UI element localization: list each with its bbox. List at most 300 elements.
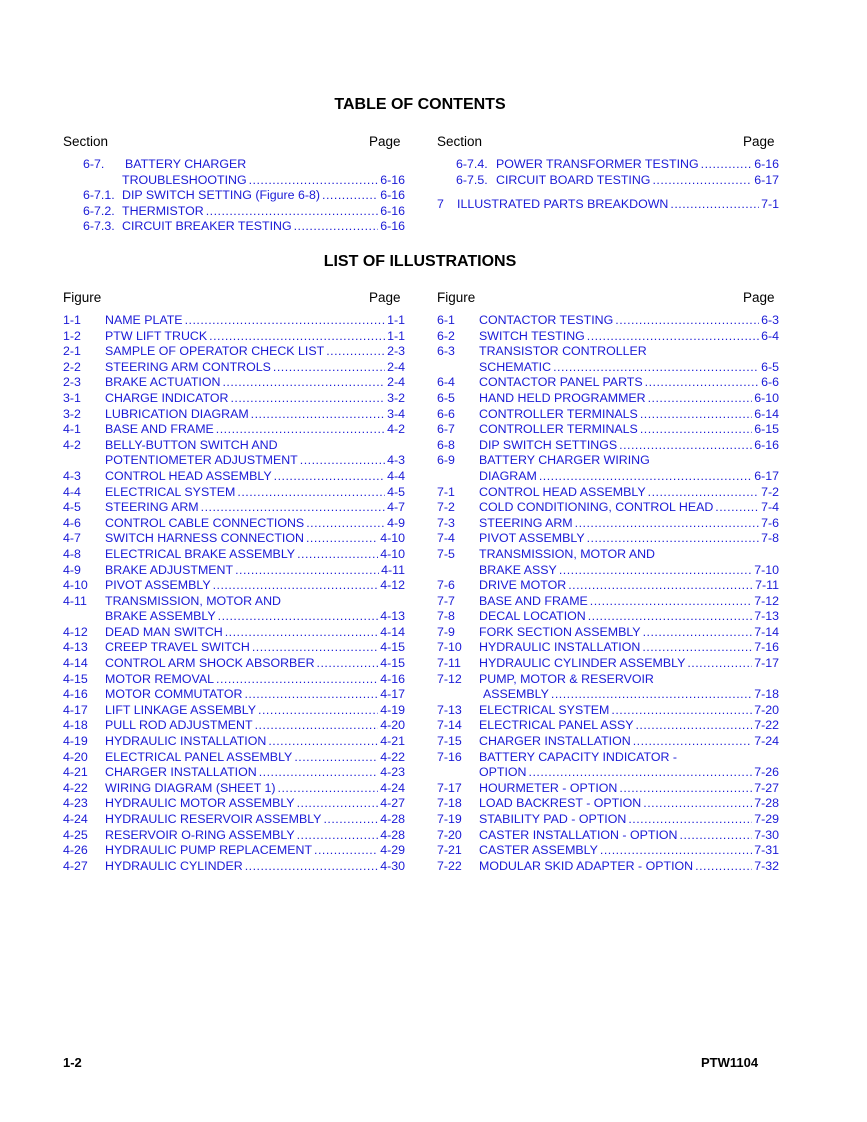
- entry-row[interactable]: [437, 750, 779, 766]
- entry-number[interactable]: 4-24: [63, 812, 88, 826]
- entry-number[interactable]: 6-3: [437, 344, 455, 359]
- entry-row[interactable]: [437, 157, 779, 173]
- entry-number[interactable]: 3-2: [63, 406, 81, 421]
- entry-page[interactable]: 4-21: [380, 734, 405, 749]
- entry-page[interactable]: 7-29: [754, 812, 779, 826]
- entry-title[interactable]: CONTROL HEAD ASSEMBLY: [479, 484, 646, 499]
- entry-number[interactable]: 7-5: [437, 546, 455, 561]
- entry-page[interactable]: 7-17: [754, 656, 779, 671]
- entry-row[interactable]: [63, 188, 405, 204]
- entry-row[interactable]: [63, 781, 405, 797]
- entry-row[interactable]: [437, 828, 779, 844]
- entry-row[interactable]: [63, 734, 405, 750]
- entry-page[interactable]: 7-24: [754, 734, 779, 749]
- entry-title[interactable]: BRAKE ASSY: [479, 562, 557, 577]
- entry-title[interactable]: HAND HELD PROGRAMMER: [479, 390, 646, 405]
- entry-title[interactable]: DRIVE MOTOR: [479, 578, 567, 593]
- entry-row[interactable]: [437, 391, 779, 407]
- entry-title[interactable]: SAMPLE OF OPERATOR CHECK LIST: [105, 344, 325, 359]
- entry-row[interactable]: [63, 547, 405, 563]
- entry-page[interactable]: 4-13: [380, 609, 405, 624]
- entry-number[interactable]: 7-20: [437, 827, 462, 842]
- entry-row[interactable]: [63, 672, 405, 688]
- entry-row[interactable]: [63, 407, 405, 423]
- entry-page[interactable]: 2-4: [387, 375, 405, 390]
- entry-page[interactable]: 4-9: [387, 515, 405, 530]
- entry-row[interactable]: [63, 422, 405, 438]
- entry-row[interactable]: [63, 656, 405, 672]
- entry-page[interactable]: 7-26: [754, 765, 779, 780]
- entry-title[interactable]: PUMP, MOTOR & RESERVOIR: [479, 671, 654, 686]
- entry-number[interactable]: 7-2: [437, 500, 455, 515]
- entry-page[interactable]: 7-28: [754, 796, 779, 811]
- entry-number[interactable]: 4-3: [63, 468, 81, 483]
- entry-number[interactable]: 1-2: [63, 328, 81, 343]
- entry-number[interactable]: 7-7: [437, 593, 455, 608]
- entry-title[interactable]: DIAGRAM: [479, 468, 537, 483]
- entry-row[interactable]: [63, 344, 405, 360]
- entry-title[interactable]: ASSEMBLY: [483, 687, 549, 702]
- entry-title[interactable]: STEERING ARM CONTROLS: [105, 359, 271, 374]
- entry-number[interactable]: 6-5: [437, 390, 455, 405]
- entry-row[interactable]: [437, 812, 779, 828]
- entry-number[interactable]: 4-15: [63, 671, 88, 686]
- entry-row[interactable]: [437, 453, 779, 469]
- entry-number[interactable]: 4-27: [63, 858, 88, 873]
- entry-page[interactable]: 7-10: [754, 562, 779, 577]
- entry-page[interactable]: 4-16: [380, 671, 405, 686]
- entry-title[interactable]: MODULAR SKID ADAPTER - OPTION: [479, 858, 694, 873]
- entry-title[interactable]: BATTERY CHARGER WIRING: [479, 453, 650, 468]
- entry-number[interactable]: 6-4: [437, 375, 455, 390]
- entry-page[interactable]: 4-3: [387, 453, 405, 468]
- entry-title[interactable]: ELECTRICAL BRAKE ASSEMBLY: [105, 546, 296, 561]
- entry-title[interactable]: CONTROL HEAD ASSEMBLY: [105, 468, 272, 483]
- entry-page[interactable]: 7-31: [754, 843, 779, 858]
- entry-row[interactable]: [63, 485, 405, 501]
- entry-row[interactable]: [63, 812, 405, 828]
- entry-title[interactable]: HYDRAULIC CYLINDER ASSEMBLY: [479, 656, 686, 671]
- entry-row[interactable]: [437, 485, 779, 501]
- entry-page[interactable]: 7-1: [761, 197, 779, 212]
- entry-row[interactable]: [63, 796, 405, 812]
- entry-page[interactable]: 7-16: [754, 640, 779, 655]
- entry-number[interactable]: 4-20: [63, 749, 88, 764]
- entry-title[interactable]: PIVOT ASSEMBLY: [105, 578, 211, 593]
- entry-title[interactable]: BASE AND FRAME: [105, 422, 214, 437]
- entry-title[interactable]: HYDRAULIC INSTALLATION: [105, 734, 267, 749]
- entry-title[interactable]: HYDRAULIC PUMP REPLACEMENT: [105, 843, 313, 858]
- entry-page[interactable]: 6-17: [754, 468, 779, 483]
- entry-page[interactable]: 4-23: [380, 765, 405, 780]
- entry-row[interactable]: [437, 516, 779, 532]
- entry-row[interactable]: [63, 718, 405, 734]
- entry-row[interactable]: [437, 344, 779, 360]
- entry-page[interactable]: 3-2: [387, 390, 405, 405]
- entry-number[interactable]: 7-10: [437, 640, 462, 655]
- entry-number[interactable]: 4-23: [63, 796, 88, 811]
- entry-page[interactable]: 7-18: [754, 687, 779, 702]
- entry-page[interactable]: 6-15: [754, 422, 779, 437]
- entry-title[interactable]: WIRING DIAGRAM (SHEET 1): [105, 780, 276, 795]
- entry-page[interactable]: 6-14: [754, 406, 779, 421]
- entry-page[interactable]: 4-5: [387, 484, 405, 499]
- entry-page[interactable]: 4-19: [380, 702, 405, 717]
- entry-title[interactable]: SCHEMATIC: [479, 359, 552, 374]
- entry-row[interactable]: [63, 703, 405, 719]
- entry-number[interactable]: 6-7.3.: [83, 219, 115, 234]
- entry-page[interactable]: 4-24: [380, 780, 405, 795]
- entry-number[interactable]: 7-4: [437, 531, 455, 546]
- entry-row[interactable]: [437, 625, 779, 641]
- entry-row[interactable]: [63, 625, 405, 641]
- entry-page[interactable]: 6-6: [761, 375, 779, 390]
- entry-number[interactable]: 4-1: [63, 422, 81, 437]
- entry-title[interactable]: TRANSISTOR CONTROLLER: [479, 344, 647, 359]
- entry-number[interactable]: 7-16: [437, 749, 462, 764]
- entry-row[interactable]: [63, 219, 405, 235]
- entry-page[interactable]: 6-16: [380, 203, 405, 218]
- entry-page[interactable]: 6-16: [754, 437, 779, 452]
- entry-number[interactable]: 6-7.: [83, 157, 105, 171]
- entry-row[interactable]: [63, 750, 405, 766]
- entry-title[interactable]: STEERING ARM: [105, 500, 199, 515]
- entry-row[interactable]: [63, 313, 405, 329]
- entry-row[interactable]: [437, 859, 779, 875]
- entry-page[interactable]: 6-3: [761, 313, 779, 327]
- entry-page[interactable]: 6-16: [380, 172, 405, 187]
- entry-title[interactable]: CONTROL ARM SHOCK ABSORBER: [105, 656, 315, 671]
- entry-page[interactable]: 4-17: [380, 687, 405, 702]
- entry-row[interactable]: [63, 859, 405, 875]
- entry-row[interactable]: [437, 656, 779, 672]
- entry-number[interactable]: 4-26: [63, 843, 88, 858]
- entry-page[interactable]: 6-5: [761, 359, 779, 374]
- entry-row[interactable]: [437, 718, 779, 734]
- entry-title[interactable]: NAME PLATE: [105, 313, 183, 327]
- entry-row[interactable]: [63, 687, 405, 703]
- entry-number[interactable]: 4-13: [63, 640, 88, 655]
- entry-number[interactable]: 7-13: [437, 702, 462, 717]
- entry-row[interactable]: [437, 578, 779, 594]
- entry-row[interactable]: [437, 843, 779, 859]
- entry-title[interactable]: BRAKE ASSEMBLY: [105, 609, 216, 624]
- entry-number[interactable]: 4-18: [63, 718, 88, 733]
- entry-page[interactable]: 6-16: [754, 157, 779, 171]
- entry-number[interactable]: 3-1: [63, 390, 81, 405]
- entry-title[interactable]: ELECTRICAL SYSTEM: [479, 702, 610, 717]
- entry-page[interactable]: 4-4: [387, 468, 405, 483]
- entry-page[interactable]: 7-13: [754, 609, 779, 624]
- entry-page[interactable]: 7-4: [761, 500, 779, 515]
- entry-title[interactable]: PTW LIFT TRUCK: [105, 328, 208, 343]
- entry-title[interactable]: FORK SECTION ASSEMBLY: [479, 624, 641, 639]
- entry-row[interactable]: [437, 765, 779, 781]
- entry-page[interactable]: 7-20: [754, 702, 779, 717]
- entry-title[interactable]: ELECTRICAL PANEL ASSY: [479, 718, 634, 733]
- entry-page[interactable]: 4-7: [387, 500, 405, 515]
- entry-number[interactable]: 7-9: [437, 624, 455, 639]
- entry-number[interactable]: 2-1: [63, 344, 81, 359]
- entry-title[interactable]: HYDRAULIC INSTALLATION: [479, 640, 641, 655]
- entry-page[interactable]: 7-6: [761, 515, 779, 530]
- entry-number[interactable]: 7-15: [437, 734, 462, 749]
- entry-row[interactable]: [437, 197, 779, 213]
- entry-page[interactable]: 4-27: [380, 796, 405, 811]
- entry-number[interactable]: 7-14: [437, 718, 462, 733]
- entry-row[interactable]: [437, 687, 779, 703]
- entry-number[interactable]: 7-3: [437, 515, 455, 530]
- entry-page[interactable]: 7-14: [754, 624, 779, 639]
- entry-row[interactable]: [63, 500, 405, 516]
- entry-row[interactable]: [63, 375, 405, 391]
- entry-title[interactable]: CONTACTOR TESTING: [479, 313, 614, 327]
- entry-title[interactable]: DEAD MAN SWITCH: [105, 624, 223, 639]
- entry-row[interactable]: [63, 516, 405, 532]
- entry-title[interactable]: DIP SWITCH SETTING (Figure 6-8): [122, 188, 321, 203]
- entry-page[interactable]: 4-28: [380, 812, 405, 826]
- entry-title[interactable]: BRAKE ACTUATION: [105, 375, 221, 390]
- entry-row[interactable]: [437, 547, 779, 563]
- entry-title[interactable]: LIFT LINKAGE ASSEMBLY: [105, 702, 257, 717]
- entry-number[interactable]: 7-12: [437, 671, 462, 686]
- entry-title[interactable]: MOTOR COMMUTATOR: [105, 687, 243, 702]
- entry-page[interactable]: 7-11: [755, 578, 779, 593]
- entry-number[interactable]: 6-1: [437, 313, 455, 327]
- entry-row[interactable]: [63, 438, 405, 454]
- entry-page[interactable]: 6-4: [761, 328, 779, 343]
- entry-number[interactable]: 4-17: [63, 702, 88, 717]
- entry-page[interactable]: 1-1: [387, 328, 405, 343]
- entry-title[interactable]: CASTER INSTALLATION - OPTION: [479, 827, 678, 842]
- entry-title[interactable]: PULL ROD ADJUSTMENT: [105, 718, 253, 733]
- entry-page[interactable]: 2-4: [387, 359, 405, 374]
- entry-number[interactable]: 2-3: [63, 375, 81, 390]
- entry-number[interactable]: 4-22: [63, 780, 88, 795]
- entry-page[interactable]: 4-30: [380, 858, 405, 873]
- entry-title[interactable]: ELECTRICAL SYSTEM: [105, 484, 236, 499]
- entry-title[interactable]: ELECTRICAL PANEL ASSEMBLY: [105, 749, 293, 764]
- entry-title[interactable]: DIP SWITCH SETTINGS: [479, 437, 618, 452]
- entry-number[interactable]: 4-11: [63, 593, 87, 608]
- entry-title[interactable]: HYDRAULIC RESERVOIR ASSEMBLY: [105, 812, 322, 826]
- entry-number[interactable]: 7-18: [437, 796, 462, 811]
- entry-title[interactable]: THERMISTOR: [122, 203, 204, 218]
- entry-page[interactable]: 3-4: [387, 406, 405, 421]
- entry-row[interactable]: [63, 329, 405, 345]
- entry-page[interactable]: 6-10: [754, 390, 779, 405]
- entry-row[interactable]: [437, 329, 779, 345]
- entry-title[interactable]: STEERING ARM: [479, 515, 573, 530]
- entry-title[interactable]: SWITCH HARNESS CONNECTION: [105, 531, 304, 546]
- entry-title[interactable]: BATTERY CAPACITY INDICATOR -: [479, 749, 678, 764]
- entry-title[interactable]: CONTROLLER TERMINALS: [479, 406, 638, 421]
- entry-number[interactable]: 4-12: [63, 624, 88, 639]
- entry-page[interactable]: 4-11: [381, 562, 405, 577]
- entry-page[interactable]: 4-10: [380, 546, 405, 561]
- entry-row[interactable]: [63, 469, 405, 485]
- entry-number[interactable]: 4-10: [63, 578, 88, 593]
- entry-row[interactable]: [437, 407, 779, 423]
- entry-title[interactable]: MOTOR REMOVAL: [105, 671, 215, 686]
- entry-row[interactable]: [437, 703, 779, 719]
- entry-row[interactable]: [63, 843, 405, 859]
- entry-number[interactable]: 4-7: [63, 531, 81, 546]
- entry-page[interactable]: 4-15: [380, 656, 405, 671]
- entry-row[interactable]: [437, 313, 779, 329]
- entry-page[interactable]: 7-12: [754, 593, 779, 608]
- entry-row[interactable]: [437, 672, 779, 688]
- entry-title[interactable]: BASE AND FRAME: [479, 593, 588, 608]
- entry-page[interactable]: 4-10: [380, 531, 405, 546]
- entry-row[interactable]: [63, 391, 405, 407]
- entry-number[interactable]: 7-1: [437, 484, 455, 499]
- entry-row[interactable]: [437, 360, 779, 376]
- entry-number[interactable]: 6-6: [437, 406, 455, 421]
- entry-title[interactable]: HYDRAULIC MOTOR ASSEMBLY: [105, 796, 295, 811]
- entry-number[interactable]: 6-7.1.: [83, 188, 115, 203]
- entry-number[interactable]: 4-2: [63, 437, 81, 452]
- entry-row[interactable]: [63, 360, 405, 376]
- entry-number[interactable]: 7-17: [437, 780, 462, 795]
- entry-row[interactable]: [63, 204, 405, 220]
- entry-title[interactable]: BATTERY CHARGER: [125, 157, 247, 171]
- entry-page[interactable]: 7-8: [761, 531, 779, 546]
- entry-title[interactable]: CREEP TRAVEL SWITCH: [105, 640, 250, 655]
- entry-title[interactable]: CASTER ASSEMBLY: [479, 843, 598, 858]
- entry-row[interactable]: [437, 594, 779, 610]
- entry-title[interactable]: STABILITY PAD - OPTION: [479, 812, 627, 826]
- entry-number[interactable]: 4-4: [63, 484, 81, 499]
- entry-page[interactable]: 6-16: [380, 188, 405, 203]
- entry-row[interactable]: [63, 531, 405, 547]
- entry-page[interactable]: 6-17: [754, 172, 779, 187]
- entry-page[interactable]: 4-22: [380, 749, 405, 764]
- entry-page[interactable]: 4-14: [380, 624, 405, 639]
- entry-row[interactable]: [63, 765, 405, 781]
- entry-number[interactable]: 1-1: [63, 313, 81, 327]
- entry-title[interactable]: POTENTIOMETER ADJUSTMENT: [105, 453, 298, 468]
- entry-title[interactable]: CONTROLLER TERMINALS: [479, 422, 638, 437]
- entry-row[interactable]: [437, 500, 779, 516]
- entry-number[interactable]: 4-16: [63, 687, 88, 702]
- entry-row[interactable]: [63, 640, 405, 656]
- entry-title[interactable]: TRANSMISSION, MOTOR AND: [105, 593, 282, 608]
- entry-number[interactable]: 6-8: [437, 437, 455, 452]
- entry-row[interactable]: [63, 157, 405, 173]
- entry-title[interactable]: HYDRAULIC CYLINDER: [105, 858, 243, 873]
- entry-number[interactable]: 7-19: [437, 812, 462, 826]
- entry-title[interactable]: CONTACTOR PANEL PARTS: [479, 375, 643, 390]
- entry-number[interactable]: 6-7: [437, 422, 455, 437]
- entry-number[interactable]: 7: [437, 197, 444, 212]
- entry-page[interactable]: 4-2: [387, 422, 405, 437]
- entry-number[interactable]: 6-7.2.: [83, 203, 115, 218]
- entry-row[interactable]: [437, 173, 779, 189]
- entry-title[interactable]: SWITCH TESTING: [479, 328, 585, 343]
- entry-page[interactable]: 4-28: [380, 827, 405, 842]
- entry-number[interactable]: 6-9: [437, 453, 455, 468]
- entry-title[interactable]: HOURMETER - OPTION: [479, 780, 618, 795]
- entry-row[interactable]: [437, 640, 779, 656]
- entry-page[interactable]: 6-16: [380, 219, 405, 234]
- entry-row[interactable]: [437, 609, 779, 625]
- entry-number[interactable]: 7-8: [437, 609, 455, 624]
- entry-number[interactable]: 7-11: [437, 656, 461, 671]
- entry-page[interactable]: 7-2: [761, 484, 779, 499]
- entry-number[interactable]: 7-21: [437, 843, 462, 858]
- entry-row[interactable]: [437, 375, 779, 391]
- entry-row[interactable]: [63, 609, 405, 625]
- entry-number[interactable]: 4-21: [63, 765, 88, 780]
- entry-title[interactable]: ILLUSTRATED PARTS BREAKDOWN: [457, 197, 669, 212]
- entry-title[interactable]: COLD CONDITIONING, CONTROL HEAD: [479, 500, 714, 515]
- entry-page[interactable]: 7-22: [754, 718, 779, 733]
- entry-title[interactable]: CHARGE INDICATOR: [105, 390, 229, 405]
- entry-page[interactable]: 4-15: [380, 640, 405, 655]
- entry-number[interactable]: 6-2: [437, 328, 455, 343]
- entry-title[interactable]: LOAD BACKREST - OPTION: [479, 796, 642, 811]
- entry-title[interactable]: TROUBLESHOOTING: [122, 172, 247, 187]
- entry-title[interactable]: OPTION: [479, 765, 527, 780]
- entry-page[interactable]: 1-1: [387, 313, 405, 327]
- entry-number[interactable]: 7-6: [437, 578, 455, 593]
- entry-title[interactable]: CHARGER INSTALLATION: [105, 765, 257, 780]
- entry-page[interactable]: 7-32: [754, 858, 779, 873]
- entry-title[interactable]: CHARGER INSTALLATION: [479, 734, 631, 749]
- entry-row[interactable]: [63, 578, 405, 594]
- entry-page[interactable]: 4-29: [380, 843, 405, 858]
- entry-row[interactable]: [63, 594, 405, 610]
- entry-number[interactable]: 6-7.4.: [456, 157, 488, 171]
- entry-number[interactable]: 4-5: [63, 500, 81, 515]
- entry-number[interactable]: 2-2: [63, 359, 81, 374]
- entry-page[interactable]: 7-27: [754, 780, 779, 795]
- entry-page[interactable]: 2-3: [387, 344, 405, 359]
- entry-title[interactable]: CONTROL CABLE CONNECTIONS: [105, 515, 305, 530]
- entry-title[interactable]: LUBRICATION DIAGRAM: [105, 406, 249, 421]
- entry-title[interactable]: BRAKE ADJUSTMENT: [105, 562, 234, 577]
- entry-number[interactable]: 4-25: [63, 827, 88, 842]
- entry-row[interactable]: [437, 438, 779, 454]
- entry-row[interactable]: [437, 531, 779, 547]
- entry-number[interactable]: 4-19: [63, 734, 88, 749]
- entry-title[interactable]: CIRCUIT BOARD TESTING: [496, 172, 651, 187]
- entry-title[interactable]: BELLY-BUTTON SWITCH AND: [105, 437, 278, 452]
- entry-row[interactable]: [63, 828, 405, 844]
- entry-row[interactable]: [437, 796, 779, 812]
- entry-row[interactable]: [437, 734, 779, 750]
- entry-title[interactable]: CIRCUIT BREAKER TESTING: [122, 219, 292, 234]
- entry-number[interactable]: 4-14: [63, 656, 88, 671]
- entry-number[interactable]: 7-22: [437, 858, 462, 873]
- entry-row[interactable]: [437, 422, 779, 438]
- entry-row[interactable]: [437, 563, 779, 579]
- entry-title[interactable]: RESERVOIR O-RING ASSEMBLY: [105, 827, 295, 842]
- entry-title[interactable]: PIVOT ASSEMBLY: [479, 531, 585, 546]
- entry-row[interactable]: [63, 173, 405, 189]
- entry-number[interactable]: 4-9: [63, 562, 81, 577]
- entry-row[interactable]: [437, 781, 779, 797]
- entry-title[interactable]: DECAL LOCATION: [479, 609, 586, 624]
- entry-row[interactable]: [63, 563, 405, 579]
- entry-title[interactable]: TRANSMISSION, MOTOR AND: [479, 546, 656, 561]
- entry-row[interactable]: [63, 453, 405, 469]
- entry-number[interactable]: 6-7.5.: [456, 172, 488, 187]
- entry-title[interactable]: POWER TRANSFORMER TESTING: [496, 157, 699, 171]
- entry-row[interactable]: [437, 469, 779, 485]
- entry-number[interactable]: 4-8: [63, 546, 81, 561]
